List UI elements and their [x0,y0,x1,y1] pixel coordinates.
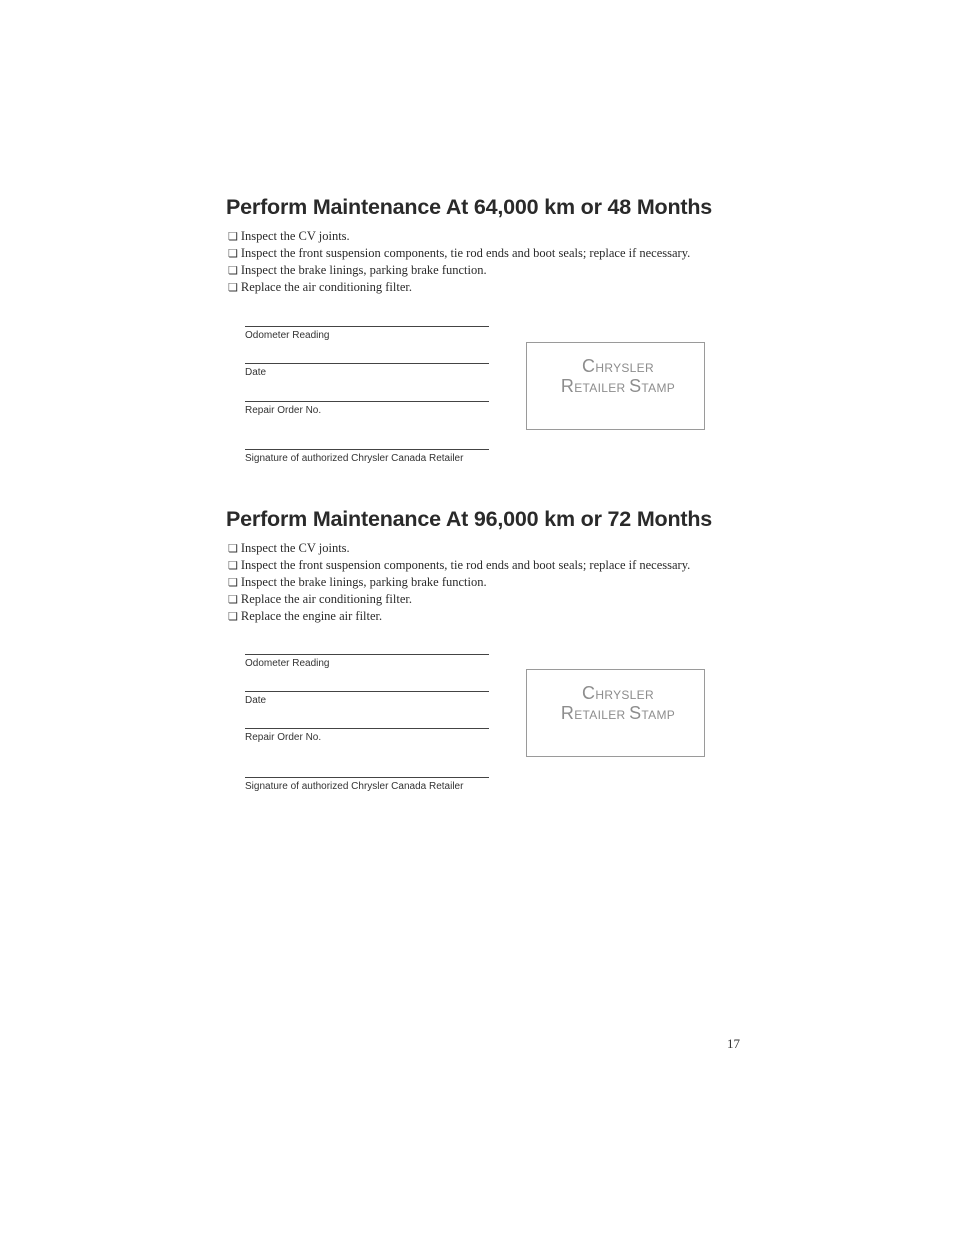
field-label: Repair Order No. [245,732,322,743]
field-label: Odometer Reading [245,330,330,341]
field-label: Odometer Reading [245,658,330,669]
checkbox-icon[interactable]: ❏ [228,577,238,589]
checkbox-icon[interactable]: ❏ [228,282,238,294]
repair-order-field[interactable] [245,401,489,417]
stamp-line-2: RETAILER STAMP [560,376,676,396]
field-label: Date [245,367,267,378]
signature-field[interactable] [245,449,489,465]
retailer-stamp-box [526,342,705,430]
task-item: ❏ Inspect the front suspension components, tie rod ends and boot seals; replace if necessary. [228,246,691,260]
task-item: ❏ Inspect the CV joints. [228,541,350,555]
checkbox-icon[interactable]: ❏ [228,611,238,623]
task-list [228,540,690,625]
field-label: Repair Order No. [245,405,322,416]
checkbox-icon[interactable]: ❏ [228,265,238,277]
section-heading: Perform Maintenance At 64,000 km or 48 Months [226,195,713,219]
stamp-line-2: RETAILER STAMP [560,703,676,723]
field-label: Signature of authorized Chrysler Canada Retailer [245,781,464,792]
task-item: ❏ Replace the air conditioning filter. [228,592,412,606]
signature-line [245,654,489,655]
odometer-field[interactable] [245,654,489,670]
signature-line [245,449,489,450]
retailer-stamp-box [526,669,705,757]
stamp-line-1: CHRYSLER [582,683,654,703]
stamp-line-1: CHRYSLER [582,356,654,376]
odometer-field[interactable] [245,326,489,342]
signature-line [245,691,489,692]
task-item: ❏ Replace the engine air filter. [228,609,383,623]
task-item: ❏ Replace the air conditioning filter. [228,280,412,294]
signature-line [245,363,489,364]
task-item: ❏ Inspect the brake linings, parking brake function. [228,575,487,589]
field-label: Date [245,695,267,706]
checkbox-icon[interactable]: ❏ [228,543,238,555]
checkbox-icon[interactable]: ❏ [228,231,238,243]
date-field[interactable] [245,363,489,379]
maintenance-section-64000 [0,192,960,492]
checkbox-icon[interactable]: ❏ [228,248,238,260]
signature-line [245,401,489,402]
field-label: Signature of authorized Chrysler Canada Retailer [245,453,464,464]
signature-line [245,728,489,729]
checkbox-icon[interactable]: ❏ [228,594,238,606]
signature-field[interactable] [245,777,489,793]
task-item: ❏ Inspect the CV joints. [228,229,350,243]
checkbox-icon[interactable]: ❏ [228,560,238,572]
task-item: ❏ Inspect the front suspension components, tie rod ends and boot seals; replace if necessary. [228,558,691,572]
section-heading: Perform Maintenance At 96,000 km or 72 Months [226,507,713,531]
task-item: ❏ Inspect the brake linings, parking brake function. [228,263,487,277]
maintenance-section-96000 [0,504,960,804]
signature-line [245,777,489,778]
repair-order-field[interactable] [245,728,489,744]
signature-line [245,326,489,327]
page-number: 17 [727,1036,740,1051]
date-field[interactable] [245,691,489,707]
task-list [228,228,690,296]
